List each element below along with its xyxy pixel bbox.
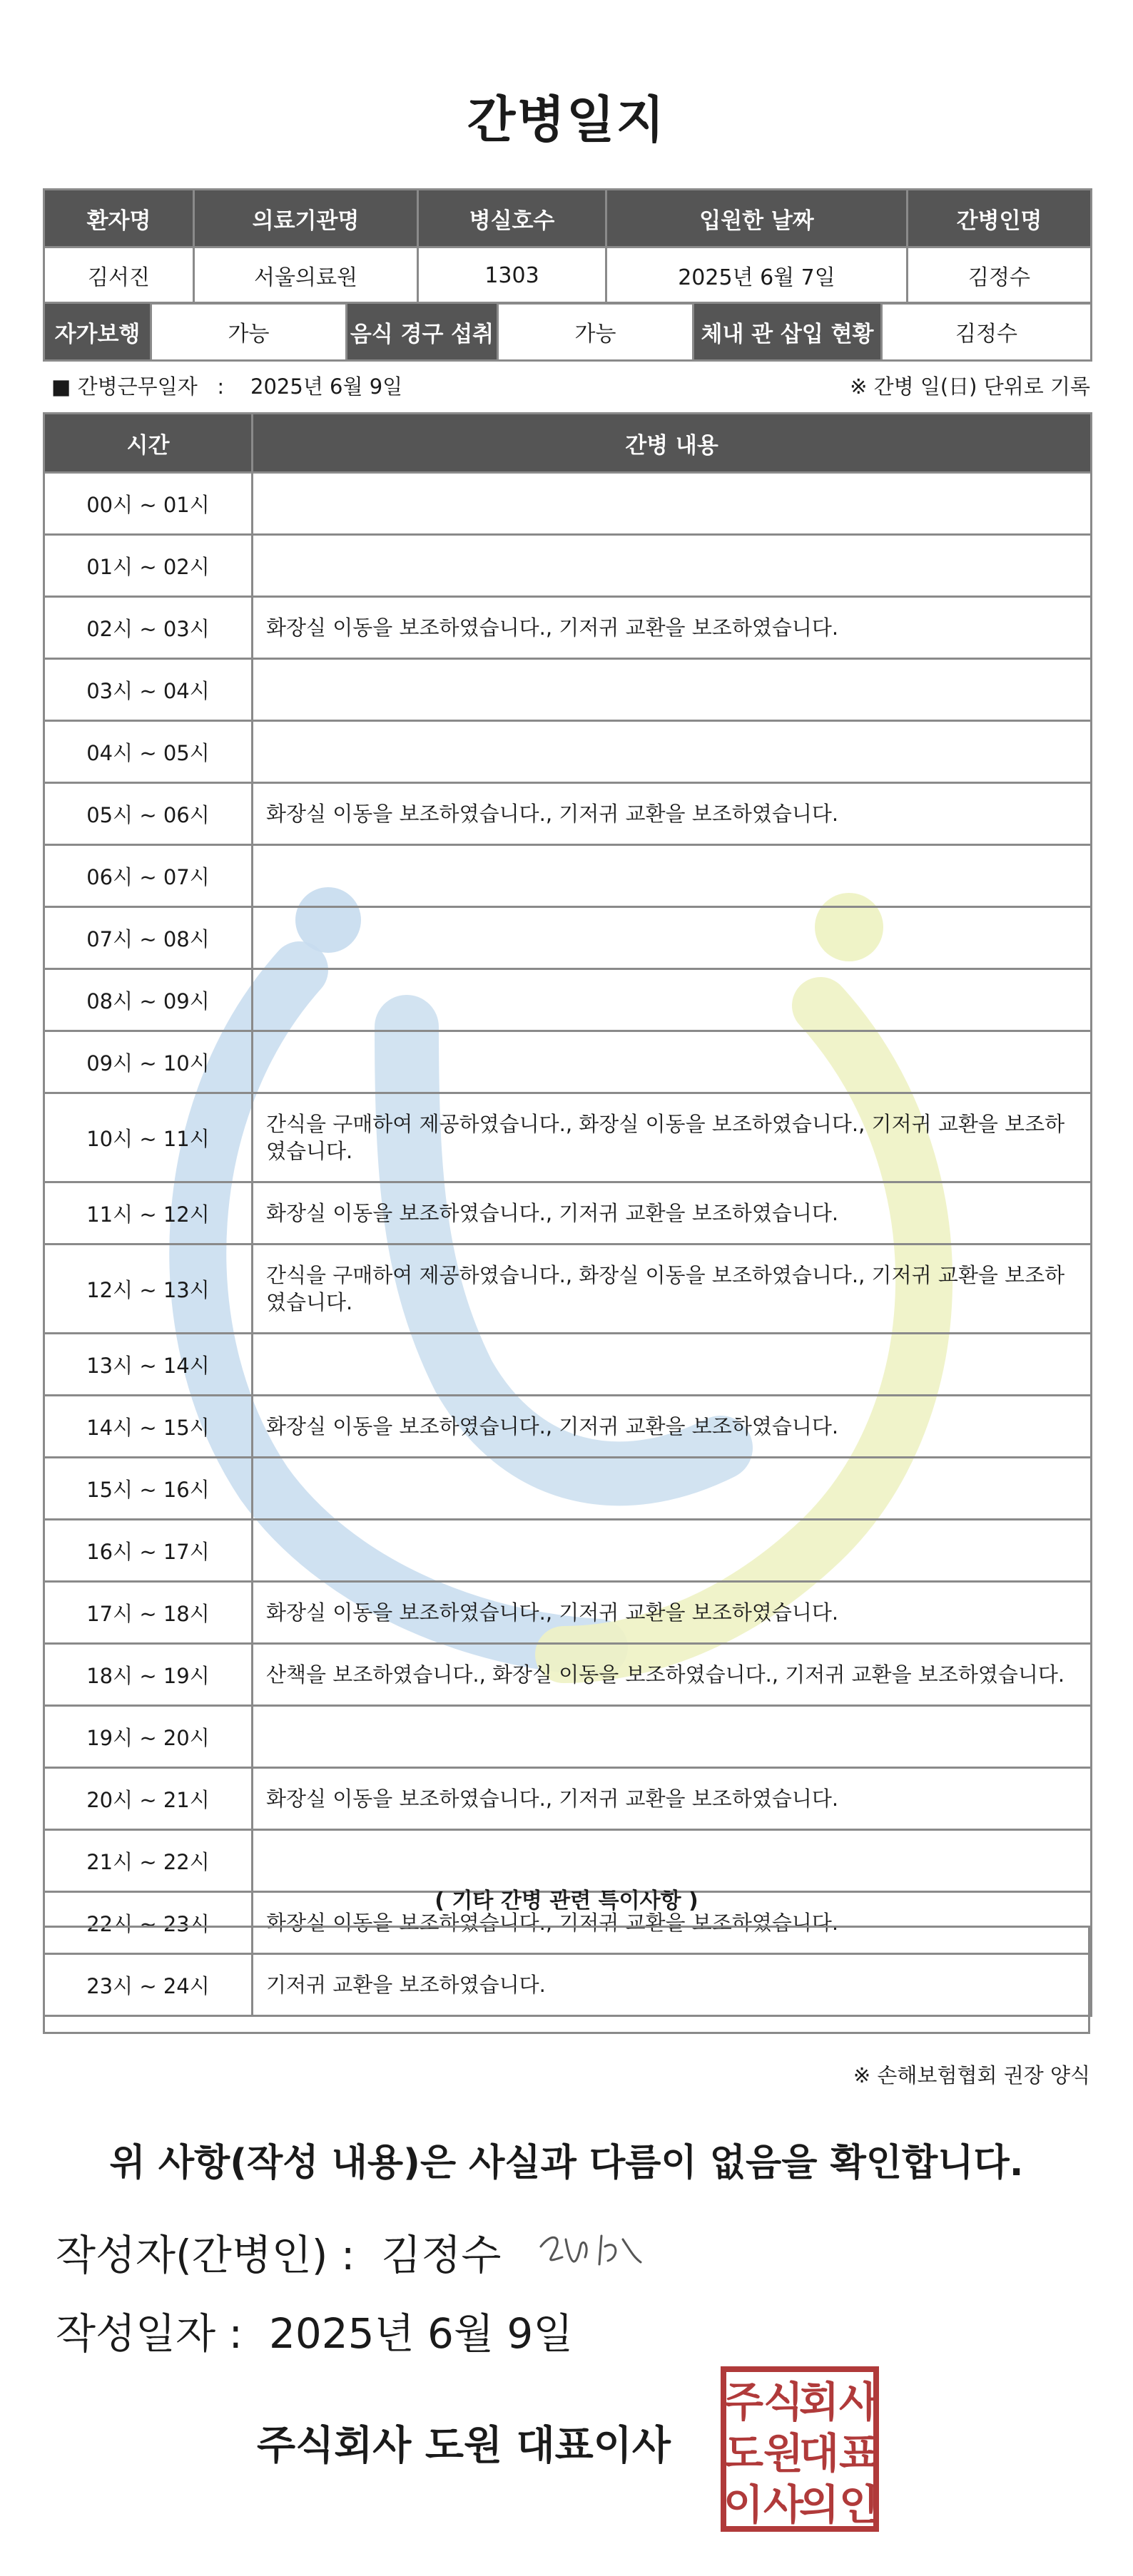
care-content-cell (253, 1458, 1092, 1520)
care-content-cell: 기저귀 교환을 보조하였습니다. (253, 1954, 1092, 2016)
work-date-label: ■ 간병근무일자 (51, 374, 198, 399)
header-patient-name: 환자명 (44, 190, 194, 247)
self-walk-label: 자가보행 (44, 303, 151, 361)
caregiver-name-value: 김정수 (908, 247, 1092, 304)
time-cell: 12시 ~ 13시 (44, 1244, 253, 1334)
care-content-cell (253, 659, 1092, 721)
date-value: 2025년 6월 9일 (268, 2309, 574, 2358)
self-walk-value: 가능 (151, 303, 347, 361)
page-title: 간병일지 (467, 91, 666, 149)
care-content-cell (253, 1520, 1092, 1582)
care-content-cell: 화장실 이동을 보조하였습니다., 기저귀 교환을 보조하였습니다. (253, 597, 1092, 659)
daily-record-note: ※ 간병 일(日) 단위로 기록 (850, 374, 1090, 399)
writer-line (56, 2222, 501, 2281)
remarks-title: ( 기타 간병 관련 특이사항 ) (435, 1888, 698, 1913)
table-row (44, 969, 1092, 1031)
time-cell: 21시 ~ 22시 (44, 1830, 253, 1892)
svg-text:주식: 주식 (723, 2378, 804, 2426)
care-content-cell: 산책을 보조하였습니다., 화장실 이동을 보조하였습니다., 기저귀 교환을 보조하였습니다. (253, 1644, 1092, 1706)
header-time: 시간 (44, 414, 253, 473)
svg-text:이사: 이사 (723, 2480, 804, 2529)
oral-intake-value: 가능 (498, 303, 693, 361)
table-row (44, 473, 1092, 535)
time-cell: 00시 ~ 01시 (44, 473, 253, 535)
table-row (44, 659, 1092, 721)
recommended-form-note: ※ 손해보험협회 권장 양식 (853, 2063, 1090, 2087)
table-row (44, 535, 1092, 597)
patient-status-table (43, 302, 1092, 362)
time-cell: 22시 ~ 23시 (44, 1892, 253, 1954)
company-seal (721, 2366, 879, 2532)
header-hospital-name: 의료기관명 (194, 190, 418, 247)
care-content-cell (253, 535, 1092, 597)
header-room-number: 병실호수 (418, 190, 606, 247)
work-date-separator: : (217, 374, 225, 399)
time-cell: 17시 ~ 18시 (44, 1582, 253, 1644)
time-cell: 08시 ~ 09시 (44, 969, 253, 1031)
care-content-cell: 화장실 이동을 보조하였습니다., 기저귀 교환을 보조하였습니다. (253, 1892, 1092, 1954)
table-row (44, 721, 1092, 783)
table-row (44, 597, 1092, 659)
table-row (44, 783, 1092, 845)
table-row (44, 1582, 1092, 1644)
handwritten-signature (534, 2218, 648, 2282)
care-content-cell (253, 1031, 1092, 1093)
time-cell: 09시 ~ 10시 (44, 1031, 253, 1093)
admission-date-value: 2025년 6월 7일 (606, 247, 908, 304)
svg-text:의인: 의인 (798, 2480, 879, 2529)
patient-info-table (43, 188, 1092, 305)
care-content-cell (253, 473, 1092, 535)
svg-text:도원: 도원 (723, 2429, 804, 2478)
writer-name: 김정수 (381, 2231, 502, 2279)
time-cell: 23시 ~ 24시 (44, 1954, 253, 2016)
time-cell: 20시 ~ 21시 (44, 1768, 253, 1830)
oral-intake-label: 음식 경구 섭취 (347, 303, 498, 361)
time-cell: 03시 ~ 04시 (44, 659, 253, 721)
care-content-cell (253, 1706, 1092, 1768)
time-cell: 02시 ~ 03시 (44, 597, 253, 659)
tube-insertion-label: 체내 관 삽입 현황 (693, 303, 882, 361)
time-cell: 01시 ~ 02시 (44, 535, 253, 597)
hospital-name-value: 서울의료원 (194, 247, 418, 304)
table-row (44, 1093, 1092, 1182)
tube-insertion-value: 김정수 (882, 303, 1092, 361)
time-cell: 04시 ~ 05시 (44, 721, 253, 783)
time-cell: 15시 ~ 16시 (44, 1458, 253, 1520)
table-row (44, 1334, 1092, 1396)
time-cell: 07시 ~ 08시 (44, 907, 253, 969)
time-cell: 19시 ~ 20시 (44, 1706, 253, 1768)
time-cell: 13시 ~ 14시 (44, 1334, 253, 1396)
care-content-cell (253, 907, 1092, 969)
care-content-cell: 화장실 이동을 보조하였습니다., 기저귀 교환을 보조하였습니다. (253, 783, 1092, 845)
date-label: 작성일자 : (56, 2309, 243, 2358)
writer-label: 작성자(간병인) : (56, 2231, 355, 2279)
table-row (44, 1520, 1092, 1582)
company-representative: 주식회사 도원 대표이사 (257, 2423, 671, 2469)
time-cell: 10시 ~ 11시 (44, 1093, 253, 1182)
care-content-cell: 간식을 구매하여 제공하였습니다., 화장실 이동을 보조하였습니다., 기저귀 교환을 보조하였습니다. (253, 1244, 1092, 1334)
care-content-cell (253, 845, 1092, 907)
care-log-table (43, 412, 1092, 2017)
table-row (44, 845, 1092, 907)
patient-name-value: 김서진 (44, 247, 194, 304)
svg-text:회사: 회사 (798, 2378, 879, 2426)
work-date-line (51, 371, 402, 400)
care-content-cell (253, 1334, 1092, 1396)
work-date-value: 2025년 6월 9일 (250, 374, 403, 399)
time-cell: 18시 ~ 19시 (44, 1644, 253, 1706)
care-content-cell: 화장실 이동을 보조하였습니다., 기저귀 교환을 보조하였습니다. (253, 1582, 1092, 1644)
care-content-cell: 간식을 구매하여 제공하였습니다., 화장실 이동을 보조하였습니다., 기저귀 교환을 보조하였습니다. (253, 1093, 1092, 1182)
room-number-value: 1303 (418, 247, 606, 304)
care-content-cell (253, 969, 1092, 1031)
table-row (44, 1458, 1092, 1520)
remarks-box (43, 1926, 1090, 2034)
date-line (56, 2300, 573, 2360)
time-cell: 06시 ~ 07시 (44, 845, 253, 907)
time-cell: 05시 ~ 06시 (44, 783, 253, 845)
time-cell: 16시 ~ 17시 (44, 1520, 253, 1582)
table-row (44, 1644, 1092, 1706)
table-row (44, 1244, 1092, 1334)
care-content-cell: 화장실 이동을 보조하였습니다., 기저귀 교환을 보조하였습니다. (253, 1182, 1092, 1244)
care-content-cell: 화장실 이동을 보조하였습니다., 기저귀 교환을 보조하였습니다. (253, 1396, 1092, 1458)
table-row (44, 1031, 1092, 1093)
confirmation-statement: 위 사항(작성 내용)은 사실과 다름이 없음을 확인합니다. (109, 2142, 1024, 2184)
svg-text:대표: 대표 (798, 2429, 879, 2478)
time-cell: 14시 ~ 15시 (44, 1396, 253, 1458)
table-row (44, 907, 1092, 969)
care-content-cell (253, 721, 1092, 783)
header-care-content: 간병 내용 (253, 414, 1092, 473)
table-row (44, 1396, 1092, 1458)
time-cell: 11시 ~ 12시 (44, 1182, 253, 1244)
header-caregiver-name: 간병인명 (908, 190, 1092, 247)
header-admission-date: 입원한 날짜 (606, 190, 908, 247)
table-row (44, 1706, 1092, 1768)
table-row (44, 1182, 1092, 1244)
care-content-cell: 화장실 이동을 보조하였습니다., 기저귀 교환을 보조하였습니다. (253, 1768, 1092, 1830)
table-row (44, 1768, 1092, 1830)
